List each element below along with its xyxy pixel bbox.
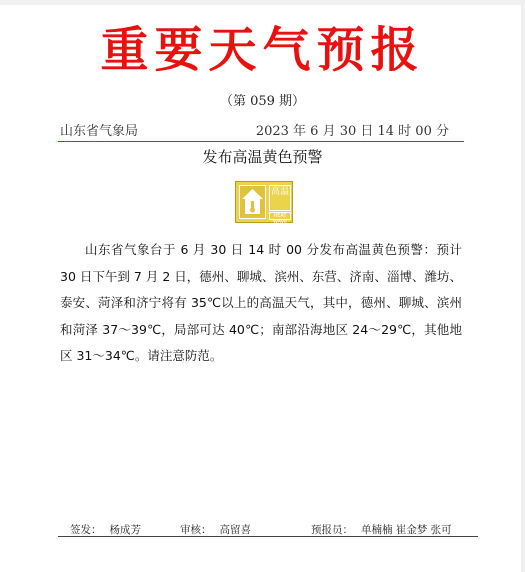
reviewer-name: 高留喜 <box>219 524 251 536</box>
document-title: 重要天气预报 <box>100 22 425 78</box>
warning-headline: 发布高温黄色预警 <box>202 148 323 166</box>
reviewer-label: 审核： <box>180 524 212 536</box>
signer-label: 签发： <box>70 524 102 536</box>
page-top-border <box>0 0 525 5</box>
signer <box>70 522 141 537</box>
warning-caption: HEAT WAVE <box>269 212 291 220</box>
issue-number: （第 059 期） <box>219 94 306 109</box>
forecasters <box>311 522 452 537</box>
reviewer <box>180 522 251 537</box>
page-right-border <box>521 0 525 572</box>
forecaster-names: 单楠楠 崔金梦 张可 <box>361 524 452 536</box>
warning-body-text: 山东省气象台于 6 月 30 日 14 时 00 分发布高温黄色预警：预计 30 日下午到 7 月 2 日，德州、聊城、滨州、东营、济南、淄博、潍坊、泰安、菏泽和济宁将有 35℃以上的高温天气，其中，德州、聊城、滨州和菏泽 37～39℃，局部可达 40℃；南部沿海地区 24～29℃，其他地区 31～34℃。请注意防范。 <box>60 242 462 363</box>
header-divider <box>58 141 464 142</box>
high-temperature-yellow-warning-icon <box>235 181 293 223</box>
warning-glyph-text: 高温 <box>269 185 291 211</box>
forecaster-label: 预报员： <box>311 524 353 536</box>
signer-name: 杨成芳 <box>109 524 141 536</box>
footer-divider <box>58 536 478 537</box>
issue-date: 2023 年 6 月 30 日 14 时 00 分 <box>255 124 449 139</box>
house-thermometer-icon <box>239 185 266 219</box>
issuer-name: 山东省气象局 <box>60 124 139 139</box>
